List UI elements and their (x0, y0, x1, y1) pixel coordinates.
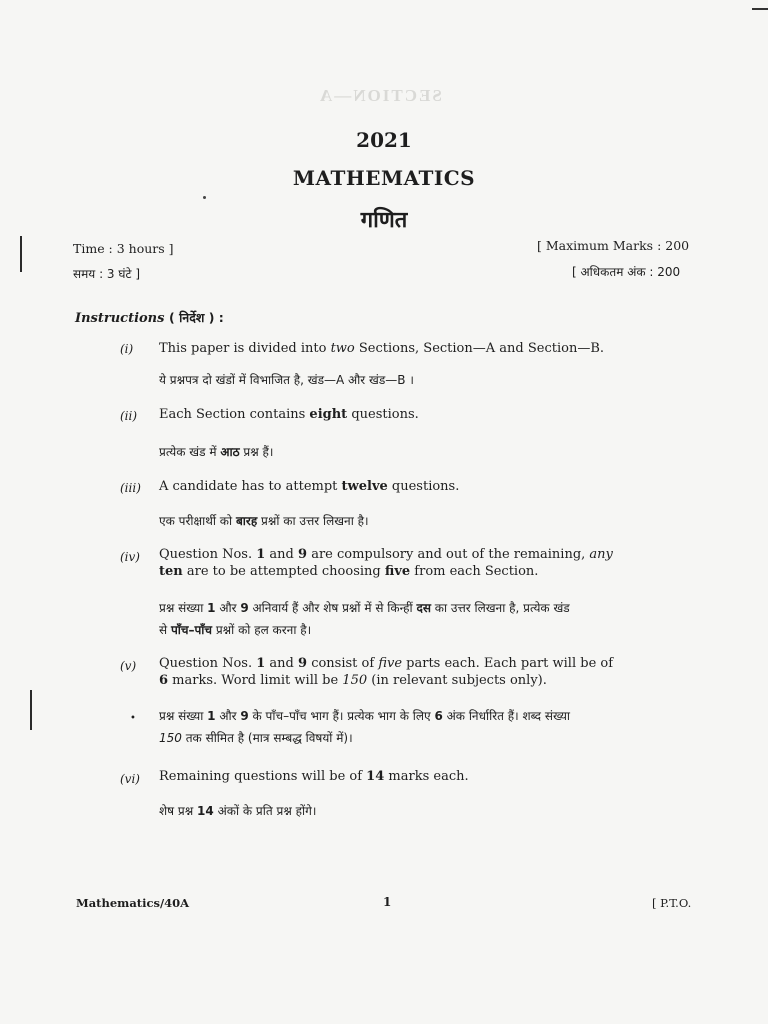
subject-title-hindi: गणित (360, 208, 408, 233)
bullet-dot: • (130, 713, 136, 724)
instruction-text-hi: प्रत्येक खंड में आठ प्रश्न हैं। (159, 445, 274, 459)
instruction-text-hi: प्रश्न संख्या 1 और 9 के पाँच–पाँच भाग हैं। प्रत्येक भाग के लिए 6 अंक निर्धारित हैं। शब्द संख्या 150 तक सीमित है (मात्र सम्बद्ध विषयों में)। (159, 709, 571, 745)
instruction-text-en: Question Nos. 1 and 9 consist of five parts each. Each part will be of 6 marks. Word limit will be 150 (in relevant subjects only). (159, 656, 614, 688)
max-marks-english: [ Maximum Marks : 200 (537, 238, 690, 253)
instruction-text-hi: ये प्रश्नपत्र दो खंडों में विभाजित है, खंड—A और खंड—B । (159, 373, 414, 387)
paper-code: Mathematics/40A (76, 896, 190, 910)
max-marks-hindi: [ अधिकतम अंक : 200 (572, 265, 681, 279)
item-number: (iii) (120, 481, 141, 495)
item-number: (ii) (120, 409, 138, 423)
instruction-text-en: Remaining questions will be of 14 marks each. (159, 769, 469, 784)
page-number: 1 (383, 895, 392, 909)
bleed-through-section: SECTION—A (318, 86, 442, 105)
pto-label: [ P.T.O. (652, 896, 692, 910)
exam-year: 2021 (356, 128, 412, 152)
instructions-heading (75, 309, 224, 326)
time-english: Time : 3 hours ] (73, 241, 174, 256)
item-number: (vi) (120, 772, 140, 786)
item-number: (i) (120, 342, 134, 356)
scan-margin-mark-bottom (30, 690, 32, 730)
instruction-text-en: This paper is divided into two Sections, Section—A and Section—B. (159, 341, 604, 356)
instructions-heading-en: Instructions (75, 311, 165, 326)
item-number: (v) (120, 659, 137, 673)
item-number: (iv) (120, 550, 140, 564)
scan-edge-mark (752, 8, 768, 10)
instruction-text-hi: शेष प्रश्न 14 अंकों के प्रति प्रश्न होंगे। (159, 804, 317, 818)
subject-title: MATHEMATICS (292, 166, 476, 190)
instruction-text-en: Question Nos. 1 and 9 are compulsory and out of the remaining, any ten are to be attempted choosing five from each Section. (159, 547, 613, 579)
instruction-text-en: A candidate has to attempt twelve questions. (159, 479, 460, 494)
time-hindi: समय : 3 घंटे ] (73, 267, 141, 281)
scan-margin-mark-top (20, 236, 22, 272)
instruction-text-en: Each Section contains eight questions. (159, 407, 419, 422)
instruction-text-hi: एक परीक्षार्थी को बारह प्रश्नों का उत्तर लिखना है। (159, 514, 369, 528)
instructions-heading-hi: ( निर्देश ) : (169, 310, 224, 325)
instruction-text-hi: प्रश्न संख्या 1 और 9 अनिवार्य हैं और शेष प्रश्नों में से किन्हीं दस का उत्तर लिखना है, प्रत्येक खंड से पाँच–पाँच प्रश्नों को हल करना है। (159, 601, 570, 637)
scan-speck (203, 196, 206, 199)
